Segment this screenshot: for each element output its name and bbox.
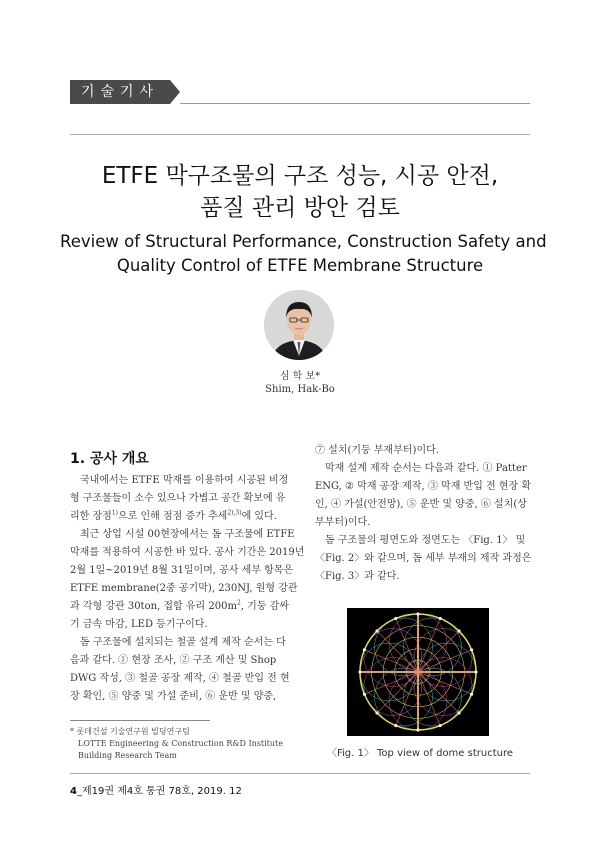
text-segment: 으로 인해 점점 증가 추세	[118, 511, 228, 522]
dome-column-node	[375, 629, 378, 632]
page-footer	[70, 782, 242, 797]
text-segment: , 기둥 감싸	[240, 601, 289, 612]
dome-column-node	[363, 648, 366, 651]
dome-column-node	[439, 617, 442, 620]
text-segment: 리한 장점	[70, 511, 112, 522]
dome-column-node	[470, 693, 473, 696]
dome-radial-rib	[377, 672, 418, 713]
text-line: 음과 같다. ① 현장 조사, ② 구조 계산 및 Shop	[70, 655, 277, 666]
header-divider	[70, 134, 530, 135]
citation-ref: 1)	[111, 509, 118, 517]
title-korean-line: 품질 관리 방안 검토	[200, 195, 400, 221]
text-line: DWG 작성, ③ 철골 공장 제작, ④ 철골 반입 전 현	[70, 673, 290, 684]
body-column-left	[70, 472, 305, 706]
section-tag	[70, 80, 180, 104]
paragraph	[70, 472, 289, 526]
text-line: ⑦ 설치(기둥 부재부터)이다.	[315, 445, 439, 456]
body-column-right	[315, 442, 530, 586]
footnote-line: * 롯데건설 기술연구원 빌딩연구팀	[70, 727, 190, 736]
text-line: 돔 구조물의 평면도와 정면도는 〈Fig. 1〉 및	[325, 535, 526, 546]
dome-column-node	[358, 670, 361, 673]
dome-column-node	[375, 711, 378, 714]
title-english	[60, 230, 547, 278]
text-line: 2월 1일~2019년 8월 31일이며, 공사 세부 항목은	[70, 565, 294, 576]
dome-column-node	[363, 693, 366, 696]
footnote-divider	[70, 720, 210, 721]
title-korean-line: ETFE 막구조물의 구조 성능, 시공 안전,	[101, 163, 499, 189]
dome-plan-drawing	[347, 608, 489, 736]
text-line	[70, 601, 289, 612]
tag-divider	[180, 103, 530, 104]
section-tag-label: 기술기사	[80, 84, 160, 100]
dome-radial-rib	[377, 631, 418, 672]
text-line: 장 확인, ⑤ 양중 및 가설 준비, ⑥ 운반 및 양중,	[70, 691, 277, 702]
dome-column-node	[416, 728, 419, 731]
text-line: 국내에서는 ETFE 막재를 이용하여 시공된 비정	[80, 475, 289, 486]
text-line: ETFE membrane(2중 공기막), 230NJ, 원형 강관	[70, 583, 298, 594]
text-line	[70, 511, 277, 522]
footnote-line: LOTTE Engineering & Construction R&D Institute	[78, 739, 283, 748]
figure-dome-top-view	[347, 608, 489, 736]
text-line: 돔 구조물에 설치되는 철골 설계 제작 순서는 다	[80, 637, 286, 648]
author-name-korean: 심 학 보*	[279, 371, 321, 382]
figure-caption: 〈Fig. 1〉 Top view of dome structure	[326, 748, 514, 759]
dome-column-node	[474, 670, 477, 673]
footer-divider	[70, 773, 530, 774]
text-line: 부부터)이다.	[315, 517, 371, 528]
author-name-english: Shim, Hak-Bo	[265, 384, 335, 395]
text-line: 기 금속 마감, LED 등기구이다.	[70, 619, 208, 630]
section-heading: 1. 공사 개요	[70, 451, 149, 467]
dome-column-node	[416, 612, 419, 615]
paragraph	[315, 460, 530, 532]
text-line: 막재를 적용하여 시공한 바 있다. 공사 기간은 2019년	[70, 547, 305, 558]
text-line: 인, ④ 가설(안전망), ⑤ 운반 및 양중, ⑥ 설치(상	[315, 499, 527, 510]
title-english-line: Review of Structural Performance, Construction Safety and	[60, 232, 547, 251]
dome-column-node	[457, 711, 460, 714]
section-tag-arrow	[170, 80, 180, 104]
dome-radial-rib	[418, 672, 459, 713]
text-line: 〈Fig. 3〉과 같다.	[315, 571, 400, 582]
text-segment: 과 각형 강관 30ton, 접합 유리 200m	[70, 601, 237, 612]
author-photo	[264, 290, 334, 360]
paragraph	[315, 532, 530, 586]
page-number: 4	[70, 786, 77, 797]
paragraph	[70, 634, 290, 706]
citation-ref: 2),3)	[227, 509, 242, 517]
journal-issue: _제19권 제4호 통권 78호, 2019. 12	[76, 786, 242, 797]
text-line: 최근 상업 시설 00현장에서는 돔 구조물에 ETFE	[80, 529, 295, 540]
dome-radial-rib	[418, 631, 459, 672]
author-portrait-icon	[264, 290, 334, 360]
paragraph	[70, 526, 305, 634]
text-line: 형 구조물들이 소수 있으나 가볍고 공간 확보에 유	[70, 493, 286, 504]
title-korean	[60, 160, 540, 224]
superscript: 2	[236, 599, 241, 607]
dome-column-node	[470, 648, 473, 651]
text-segment: 에 있다.	[241, 511, 277, 522]
text-line: 〈Fig. 2〉와 같으며, 돔 세부 부재의 제작 과정은	[315, 553, 532, 564]
dome-column-node	[394, 617, 397, 620]
text-line: ENG, ② 막재 공장 제작, ③ 막재 반입 전 현장 확	[315, 481, 532, 492]
text-line: 막재 설계 제작 순서는 다음과 같다. ① Patter	[325, 463, 527, 474]
footnote	[70, 726, 300, 762]
dome-column-node	[457, 629, 460, 632]
author-block	[200, 370, 400, 396]
footnote-line: Building Research Team	[78, 751, 177, 760]
dome-column-node	[394, 724, 397, 727]
title-english-line: Quality Control of ETFE Membrane Structure	[116, 256, 484, 275]
dome-column-node	[439, 724, 442, 727]
